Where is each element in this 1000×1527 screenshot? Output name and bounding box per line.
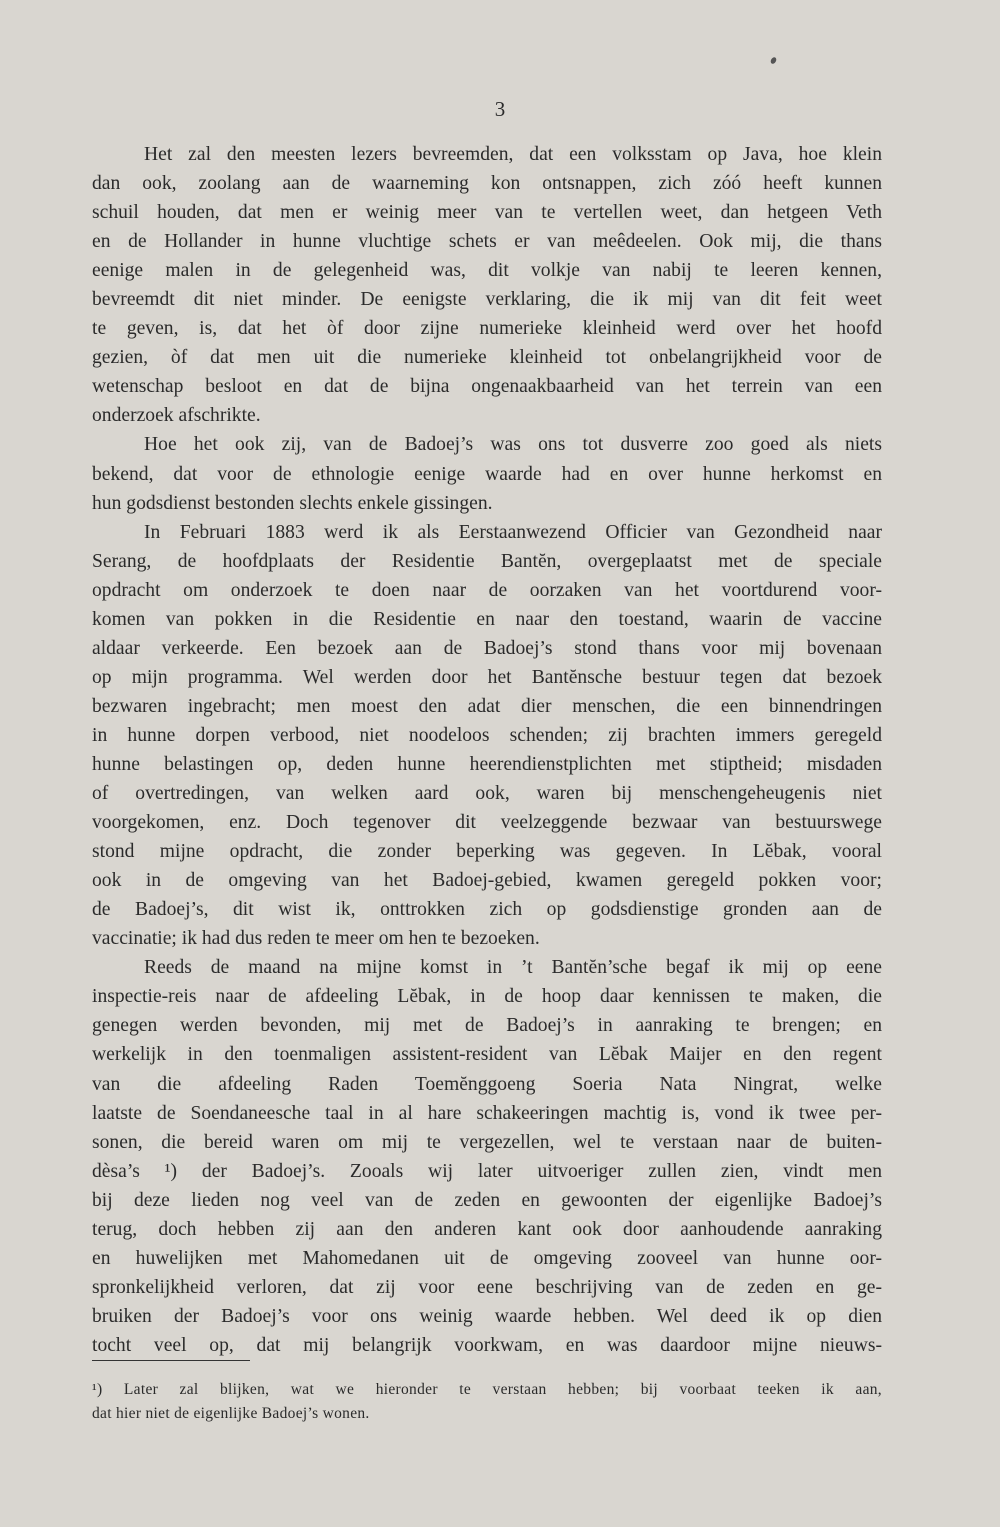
text-line: bezwaren ingebracht; men moest den adat dier menschen, die een binnendringen bbox=[92, 695, 882, 717]
text-line: dan ook, zoolang aan de waarneming kon ontsnappen, zich zóó heeft kunnen bbox=[92, 173, 882, 195]
text-line: onderzoek afschrikte. bbox=[92, 405, 261, 427]
text-line: sonen, die bereid waren om mij te vergezellen, wel te verstaan naar de buiten- bbox=[92, 1131, 882, 1153]
text-line: komen van pokken in die Residentie en naar den toestand, waarin de vaccine bbox=[92, 608, 882, 630]
footnote-line: ¹) Later zal blijken, wat we hieronder te verstaan hebben; bij voorbaat teeken ik aan, bbox=[92, 1381, 882, 1398]
text-line: Serang, de hoofdplaats der Residentie Bantĕn, overgeplaatst met de speciale bbox=[92, 550, 882, 572]
body-text bbox=[92, 140, 882, 1360]
text-line: Reeds de maand na mijne komst in ’t Bantĕn’sche begaf ik mij op eene bbox=[144, 957, 882, 979]
text-line: te geven, is, dat het òf door zijne numerieke kleinheid werd over het hoofd bbox=[92, 318, 882, 340]
text-line: laatste de Soendaneesche taal in al hare schakeeringen machtig is, vond ik twee per- bbox=[92, 1102, 882, 1124]
text-line: werkelijk in den toenmaligen assistent-resident van Lĕbak Maijer en den regent bbox=[92, 1044, 882, 1066]
text-line: op mijn programma. Wel werden door het Bantĕnsche bestuur tegen dat bezoek bbox=[92, 666, 882, 688]
text-line: hun godsdienst bestonden slechts enkele gissingen. bbox=[92, 492, 493, 514]
text-line: spronkelijkheid verloren, dat zij voor eene beschrijving van de zeden en ge- bbox=[92, 1276, 882, 1298]
text-line: vaccinatie; ik had dus reden te meer om hen te bezoeken. bbox=[92, 928, 540, 950]
text-line: In Februari 1883 werd ik als Eerstaanwezend Officier van Gezondheid naar bbox=[144, 521, 882, 543]
text-line: en huwelijken met Mahomedanen uit de omgeving zooveel van hunne oor- bbox=[92, 1247, 882, 1269]
text-line: bekend, dat voor de ethnologie eenige waarde had en over hunne herkomst en bbox=[92, 463, 882, 485]
text-line: hunne belastingen op, deden hunne heerendienstplichten met stiptheid; misdaden bbox=[92, 753, 882, 775]
text-line: schuil houden, dat men er weinig meer van te vertellen weet, dan hetgeen Veth bbox=[92, 202, 882, 224]
text-line: van die afdeeling Raden Toemĕnggoeng Soeria Nata Ningrat, welke bbox=[92, 1073, 882, 1095]
text-line: terug, doch hebben zij aan den anderen kant ook door aanhoudende aanraking bbox=[92, 1218, 882, 1240]
text-line: eenige malen in de gelegenheid was, dit volkje van nabij te leeren kennen, bbox=[92, 260, 882, 282]
text-line: of overtredingen, van welken aard ook, waren bij menschengeheugenis niet bbox=[92, 783, 882, 805]
text-line: bij deze lieden nog veel van de zeden en gewoonten der eigenlijke Badoej’s bbox=[92, 1189, 882, 1211]
text-line: bruiken der Badoej’s voor ons weinig waarde hebben. Wel deed ik op dien bbox=[92, 1305, 882, 1327]
text-line: Het zal den meesten lezers bevreemden, dat een volksstam op Java, hoe klein bbox=[144, 144, 882, 165]
text-line: Hoe het ook zij, van de Badoej’s was ons tot dusverre zoo goed als niets bbox=[144, 434, 882, 456]
text-line: stond mijne opdracht, die zonder beperking was gegeven. In Lĕbak, vooral bbox=[92, 841, 882, 863]
ink-speck bbox=[770, 56, 778, 65]
text-line: wetenschap besloot en dat de bijna ongenaakbaarheid van het terrein van een bbox=[92, 376, 882, 398]
text-line: voorgekomen, enz. Doch tegenover dit veelzeggende bezwaar van bestuurswege bbox=[92, 812, 882, 834]
text-line: gezien, òf dat men uit die numerieke kleinheid tot onbelangrijkheid voor de bbox=[92, 347, 882, 369]
text-line: ook in de omgeving van het Badoej-gebied, kwamen geregeld pokken voor; bbox=[92, 870, 882, 892]
text-line: dèsa’s ¹) der Badoej’s. Zooals wij later uitvoeriger zullen zien, vindt men bbox=[92, 1160, 882, 1182]
text-line: en de Hollander in hunne vluchtige schets er van meêdeelen. Ook mij, die thans bbox=[92, 231, 882, 253]
text-line: aldaar verkeerde. Een bezoek aan de Badoej’s stond thans voor mij bovenaan bbox=[92, 637, 882, 659]
footnote bbox=[92, 1378, 882, 1426]
footnote-line: dat hier niet de eigenlijke Badoej’s wonen. bbox=[92, 1405, 370, 1422]
text-line: inspectie-reis naar de afdeeling Lĕbak, in de hoop daar kennissen te maken, die bbox=[92, 986, 882, 1008]
text-line: bevreemdt dit niet minder. De eenigste verklaring, die ik mij van dit feit weet bbox=[92, 289, 882, 311]
text-line: opdracht om onderzoek te doen naar de oorzaken van het voortdurend voor- bbox=[92, 579, 882, 601]
footnote-rule bbox=[92, 1360, 250, 1361]
text-line: tocht veel op, dat mij belangrijk voorkwam, en was daardoor mijne nieuws- bbox=[92, 1334, 882, 1356]
page-number: 3 bbox=[494, 97, 506, 121]
text-line: genegen werden bevonden, mij met de Badoej’s in aanraking te brengen; en bbox=[92, 1015, 882, 1037]
text-line: de Badoej’s, dit wist ik, onttrokken zich op godsdienstige gronden aan de bbox=[92, 899, 882, 921]
text-line: in hunne dorpen verbood, niet noodeloos schenden; zij brachten immers geregeld bbox=[92, 724, 882, 746]
